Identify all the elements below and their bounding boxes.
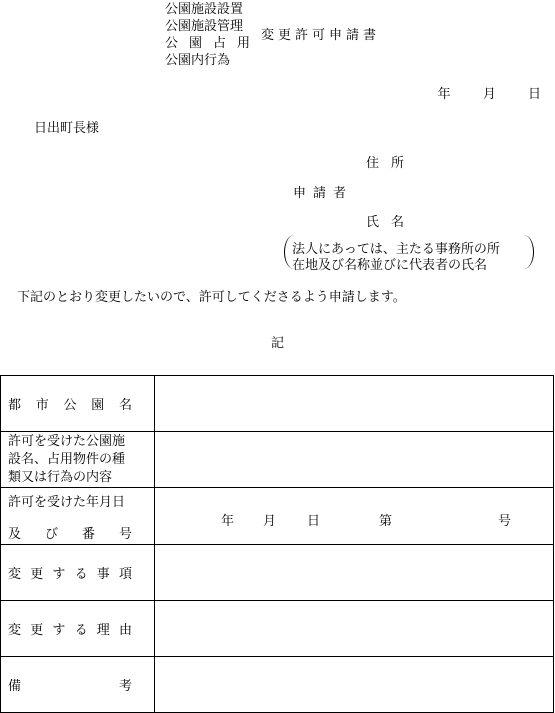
title-line-4: 公園内行為 <box>165 53 231 68</box>
permit-date-line-1: 許可を受けた年月日 <box>8 494 126 510</box>
park-name-label <box>1 376 155 432</box>
corporate-note-line-1: 法人にあっては、主たる事務所の所 <box>292 242 500 257</box>
row-remarks <box>1 657 554 713</box>
permitted-content-line-2: 設名、占用物件の種 <box>8 451 126 467</box>
change-item-text-char-1: 更 <box>30 567 44 582</box>
permit-dai-label: 第 <box>379 514 393 529</box>
name-label: 氏名 <box>366 215 417 230</box>
row-change-reason <box>1 601 554 657</box>
row-park-name <box>1 376 554 432</box>
permit-day-label: 日 <box>307 514 321 529</box>
applicant-label: 申請者 <box>293 186 354 201</box>
title-line-2: 公園施設管理 <box>165 19 244 34</box>
change-item-text-char-5: 項 <box>118 567 132 582</box>
permit-date-line-2 <box>8 523 132 542</box>
change-reason-text-char-3: る <box>74 623 88 638</box>
park-name-text-char-0: 都 <box>8 398 22 413</box>
permit-date-line-2-text-char-0: 及 <box>8 526 22 542</box>
park-name-text-char-2: 公 <box>63 398 77 413</box>
park-name-text-char-4: 名 <box>118 398 132 413</box>
change-reason-text-char-0: 変 <box>8 623 22 638</box>
remarks-label <box>1 657 155 713</box>
permitted-content-field[interactable] <box>155 432 554 488</box>
date-year-label: 年 <box>437 87 451 102</box>
permit-month-label: 月 <box>263 514 277 529</box>
permitted-content-label <box>1 432 155 488</box>
title-line-3-text-char-1: 園 <box>188 36 202 51</box>
permitted-content-line-3: 類又は行為の内容 <box>8 469 113 485</box>
title-line-3-text-char-0: 公 <box>165 36 179 51</box>
change-item-text-char-0: 変 <box>8 567 22 582</box>
permitted-content-line-1: 許可を受けた公園施 <box>8 433 126 449</box>
address-label: 住所 <box>366 156 417 171</box>
ki-label: 記 <box>271 336 285 351</box>
permit-date-line-2-text-char-1: び <box>44 526 58 542</box>
change-item-text-char-2: す <box>52 567 66 582</box>
change-reason-field[interactable] <box>155 601 554 657</box>
permit-go-label: 号 <box>498 514 512 529</box>
park-name-text-char-1: 市 <box>35 398 49 413</box>
permit-date-line-2-text-char-2: 番 <box>81 526 95 542</box>
change-reason-text-char-4: 理 <box>96 623 110 638</box>
change-item-field[interactable] <box>155 545 554 601</box>
permit-year-label: 年 <box>221 514 235 529</box>
remarks-text-char-0: 備 <box>8 679 22 694</box>
title-suffix: 変更許可申請書 <box>261 28 381 43</box>
row-permitted-content <box>1 432 554 488</box>
permit-date-number-label <box>1 488 155 545</box>
remarks-text-char-1: 考 <box>118 679 132 694</box>
permit-date-number-field[interactable] <box>155 488 554 545</box>
date-month-label: 月 <box>482 87 496 102</box>
change-reason-label <box>1 601 155 657</box>
change-item-text-char-3: る <box>74 567 88 582</box>
corporate-note <box>284 235 534 273</box>
park-name-field[interactable] <box>155 376 554 432</box>
title-line-3-text-char-3: 用 <box>236 36 250 51</box>
park-name-text-char-3: 園 <box>91 398 105 413</box>
change-item-label <box>1 545 155 601</box>
date-day-label: 日 <box>527 87 541 102</box>
change-reason-text-char-1: 更 <box>30 623 44 638</box>
change-item-text-char-4: 事 <box>96 567 110 582</box>
change-reason-text-char-2: す <box>52 623 66 638</box>
application-table <box>0 375 554 713</box>
row-change-item <box>1 545 554 601</box>
title-line-3-text-char-2: 占 <box>212 36 226 51</box>
title-line-1: 公園施設設置 <box>165 2 244 17</box>
remarks-field[interactable] <box>155 657 554 713</box>
corporate-note-line-2: 在地及び名称並びに代表者の氏名 <box>292 258 488 273</box>
permit-date-line-2-text-char-3: 号 <box>118 526 132 542</box>
body-text: 下記のとおり変更したいので、許可してくださるよう申請します。 <box>17 290 406 305</box>
change-reason-text-char-5: 由 <box>118 623 132 638</box>
title-stack <box>165 1 260 69</box>
title-line-3 <box>165 35 250 52</box>
row-permit-date-number <box>1 488 554 545</box>
addressee: 日出町長様 <box>34 121 100 136</box>
date-line <box>438 83 541 102</box>
